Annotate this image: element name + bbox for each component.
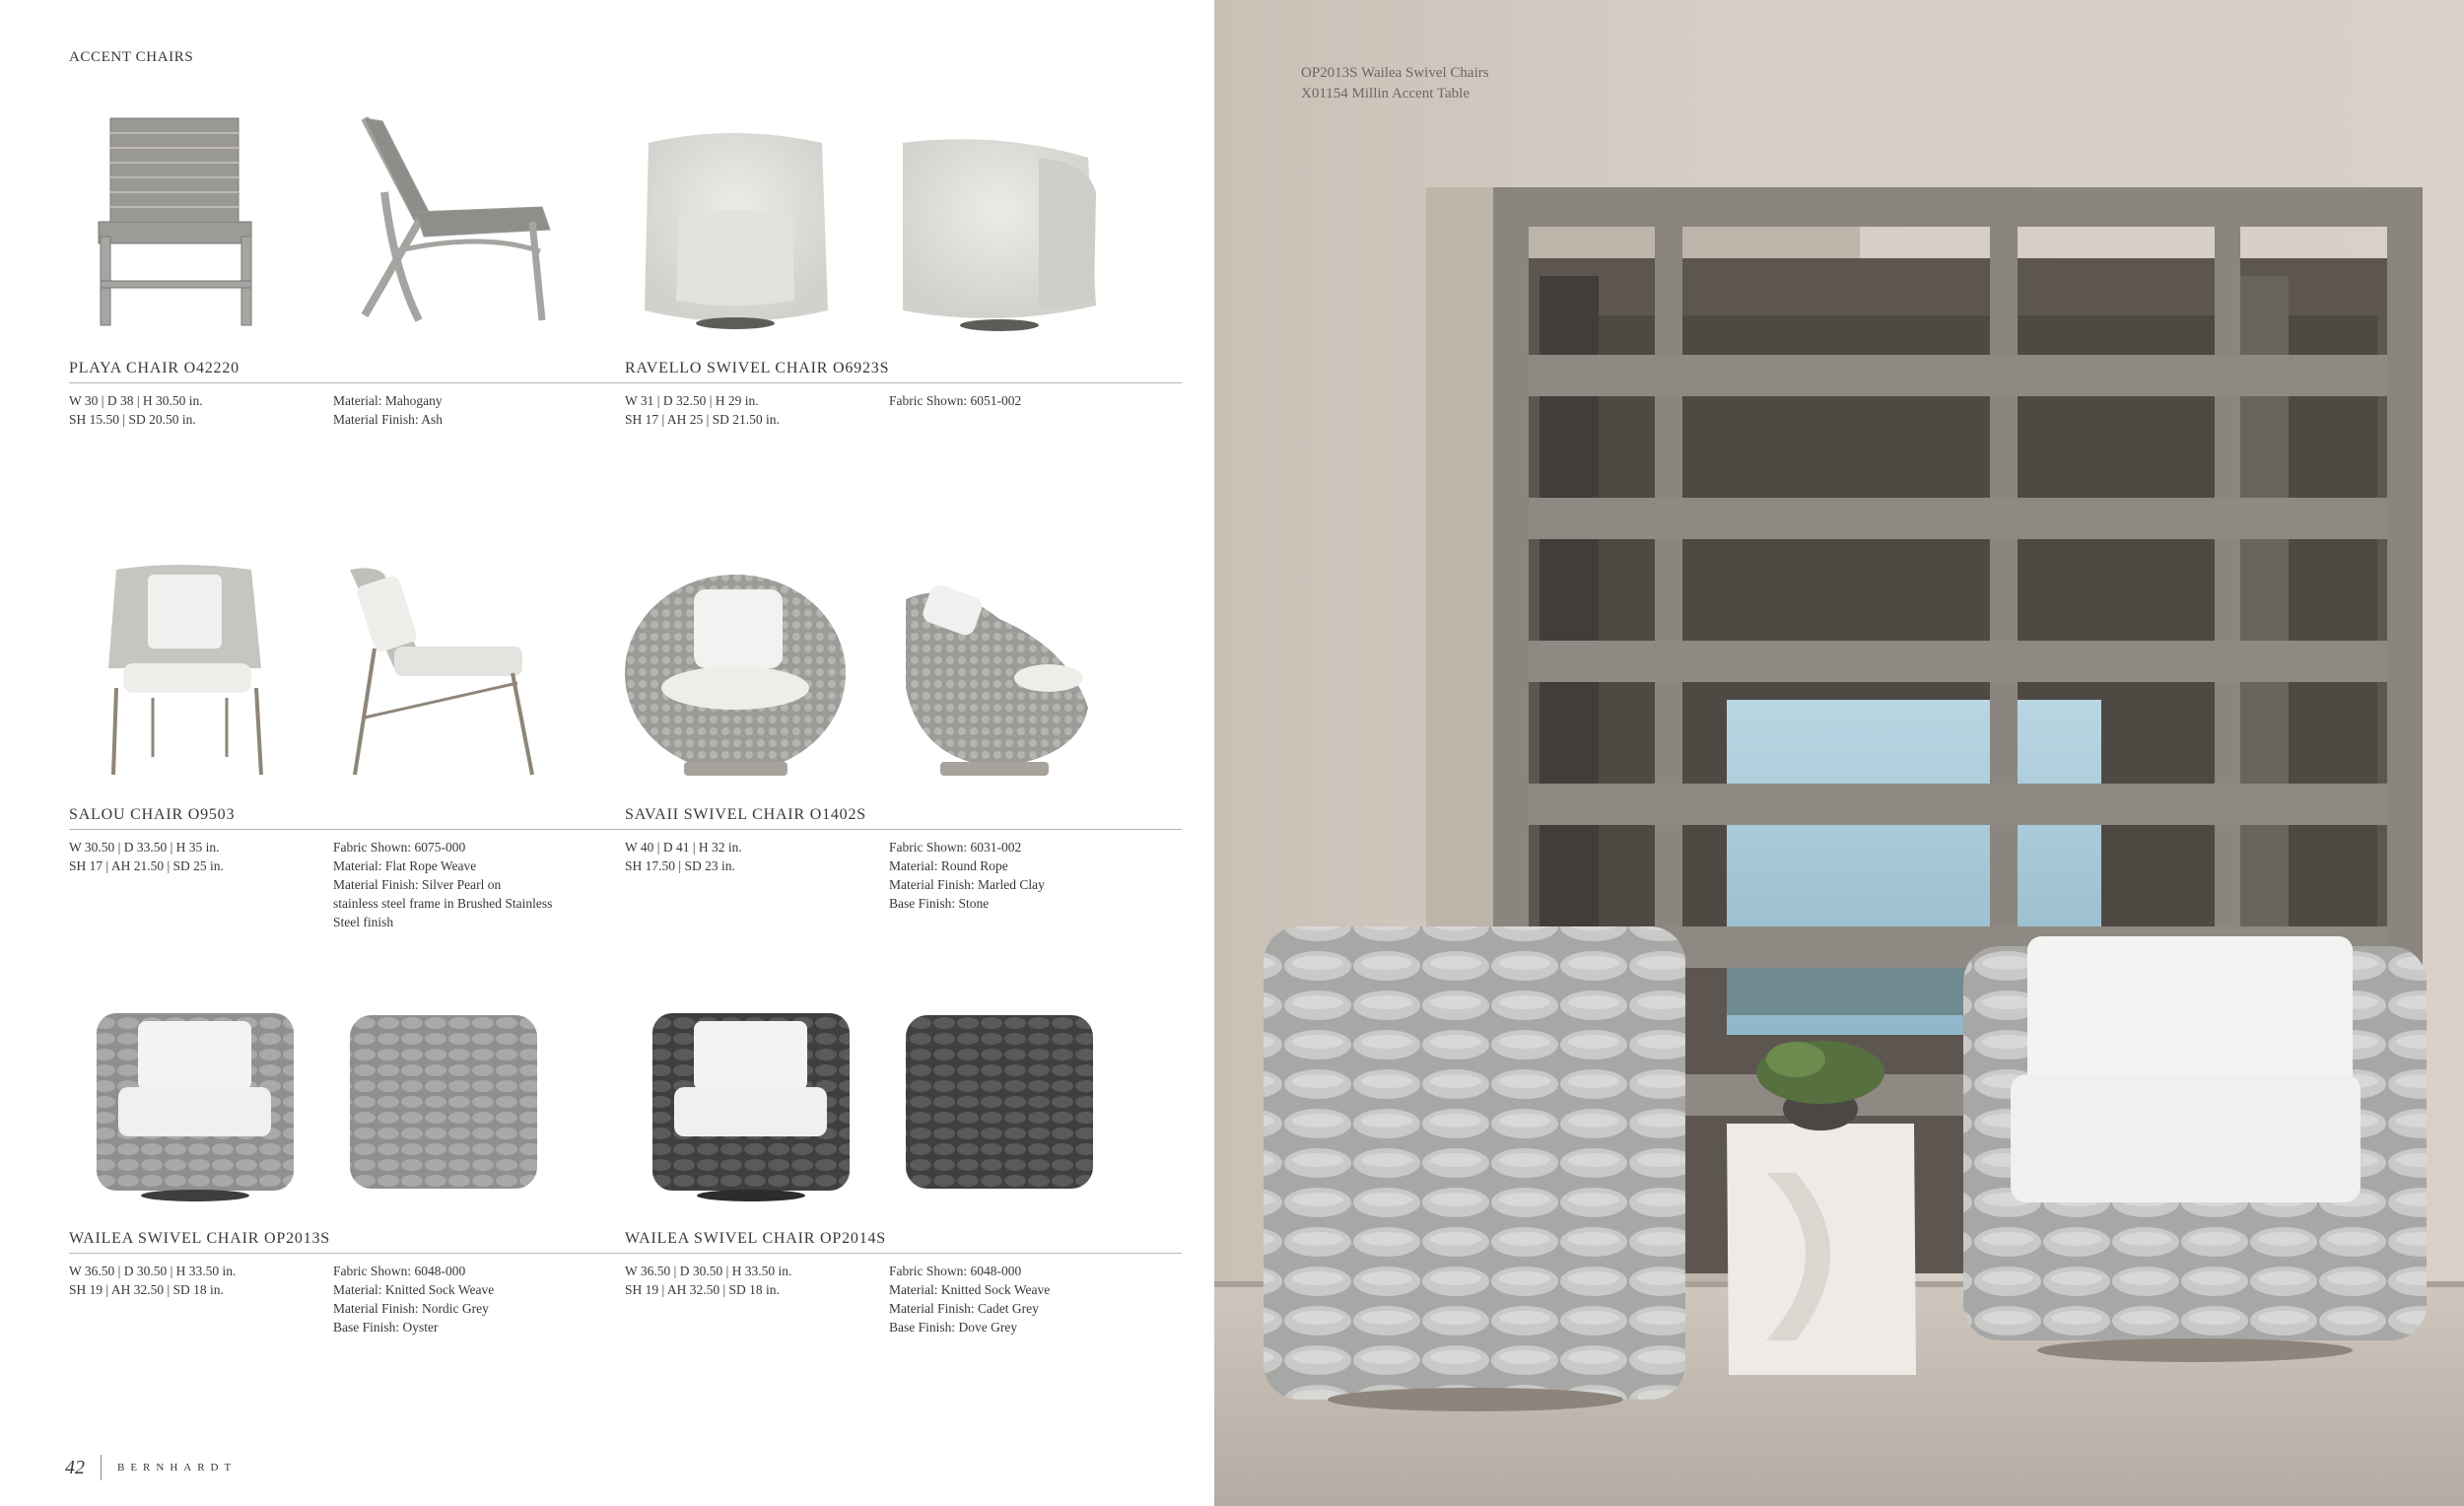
dimension-line: SH 19 | AH 32.50 | SD 18 in. [625, 1282, 780, 1297]
wailea-op2014s-illustration [625, 984, 1182, 1230]
product-playa-chair [69, 113, 626, 427]
ravello-chair-illustration [625, 113, 1182, 360]
product-details [333, 1262, 629, 1336]
detail-line: Material Finish: Silver Pearl on [333, 877, 502, 892]
product-images [625, 560, 1182, 806]
product-images [625, 984, 1182, 1230]
section-label: ACCENT CHAIRS [69, 49, 194, 65]
product-name: SAVAII SWIVEL CHAIR O1402S [625, 806, 866, 823]
product-images [625, 113, 1182, 360]
divider [69, 1253, 626, 1254]
brand-logo: BERNHARDT [117, 1462, 238, 1473]
detail-line: Base Finish: Stone [889, 896, 990, 911]
product-dimensions [625, 391, 881, 429]
savaii-chair-illustration [625, 560, 1182, 806]
lifestyle-photo [1214, 0, 2464, 1506]
dimension-line: W 30 | D 38 | H 30.50 in. [69, 393, 203, 408]
product-name: WAILEA SWIVEL CHAIR OP2013S [69, 1230, 330, 1247]
product-dimensions [69, 391, 325, 429]
wailea-op2013s-illustration [69, 984, 626, 1230]
detail-line: Material: Knitted Sock Weave [333, 1282, 495, 1297]
divider [625, 382, 1182, 383]
dimension-line: SH 17 | AH 21.50 | SD 25 in. [69, 858, 224, 873]
dimension-line: SH 19 | AH 32.50 | SD 18 in. [69, 1282, 224, 1297]
footer-divider [101, 1455, 102, 1480]
dimension-line: W 40 | D 41 | H 32 in. [625, 840, 742, 855]
patio-scene [1214, 0, 2464, 1506]
caption-line: X01154 Millin Accent Table [1301, 86, 1471, 102]
detail-line: Base Finish: Oyster [333, 1320, 439, 1335]
detail-line: Material Finish: Nordic Grey [333, 1301, 489, 1316]
detail-line: Fabric Shown: 6075-000 [333, 840, 466, 855]
dimension-line: W 36.50 | D 30.50 | H 33.50 in. [625, 1264, 792, 1278]
catalog-page [0, 0, 1214, 1506]
product-details [333, 391, 629, 429]
product-dimensions [69, 1262, 325, 1299]
divider [69, 829, 626, 830]
product-wailea-swivel-chair-op2014s [625, 984, 1182, 1335]
product-ravello-swivel-chair [625, 113, 1182, 427]
product-details [889, 391, 1185, 410]
product-dimensions [625, 838, 881, 875]
divider [69, 382, 626, 383]
divider [625, 829, 1182, 830]
detail-line: stainless steel frame in Brushed Stainless [333, 896, 553, 911]
playa-chair-illustration [69, 113, 626, 360]
detail-line: Base Finish: Dove Grey [889, 1320, 1018, 1335]
caption-line: OP2013S Wailea Swivel Chairs [1301, 65, 1489, 81]
product-details [333, 838, 629, 931]
page-footer [65, 1455, 237, 1480]
photo-caption [1301, 63, 1489, 104]
detail-line: Material Finish: Ash [333, 412, 443, 427]
salou-chair-illustration [69, 560, 626, 806]
product-wailea-swivel-chair-op2013s [69, 984, 626, 1335]
product-salou-chair [69, 560, 626, 929]
dimension-line: W 31 | D 32.50 | H 29 in. [625, 393, 759, 408]
product-details [889, 838, 1185, 913]
detail-line: Material: Mahogany [333, 393, 443, 408]
product-name: SALOU CHAIR O9503 [69, 806, 236, 823]
product-images [69, 984, 626, 1230]
product-name: PLAYA CHAIR O42220 [69, 360, 240, 376]
product-dimensions [69, 838, 325, 875]
detail-line: Material Finish: Marled Clay [889, 877, 1045, 892]
product-dimensions [625, 1262, 881, 1299]
dimension-line: SH 17.50 | SD 23 in. [625, 858, 735, 873]
page-number: 42 [65, 1456, 85, 1478]
detail-line: Material: Knitted Sock Weave [889, 1282, 1051, 1297]
product-details [889, 1262, 1185, 1336]
detail-line: Fabric Shown: 6031-002 [889, 840, 1022, 855]
detail-line: Steel finish [333, 915, 394, 929]
detail-line: Material: Round Rope [889, 858, 1008, 873]
product-savaii-swivel-chair [625, 560, 1182, 911]
product-images [69, 113, 626, 360]
dimension-line: SH 17 | AH 25 | SD 21.50 in. [625, 412, 780, 427]
dimension-line: W 30.50 | D 33.50 | H 35 in. [69, 840, 220, 855]
detail-line: Material: Flat Rope Weave [333, 858, 477, 873]
detail-line: Material Finish: Cadet Grey [889, 1301, 1039, 1316]
detail-line: Fabric Shown: 6048-000 [889, 1264, 1022, 1278]
divider [625, 1253, 1182, 1254]
dimension-line: SH 15.50 | SD 20.50 in. [69, 412, 196, 427]
product-name: RAVELLO SWIVEL CHAIR O6923S [625, 360, 890, 376]
detail-line: Fabric Shown: 6051-002 [889, 393, 1022, 408]
product-name: WAILEA SWIVEL CHAIR OP2014S [625, 1230, 886, 1247]
detail-line: Fabric Shown: 6048-000 [333, 1264, 466, 1278]
dimension-line: W 36.50 | D 30.50 | H 33.50 in. [69, 1264, 237, 1278]
product-images [69, 560, 626, 806]
